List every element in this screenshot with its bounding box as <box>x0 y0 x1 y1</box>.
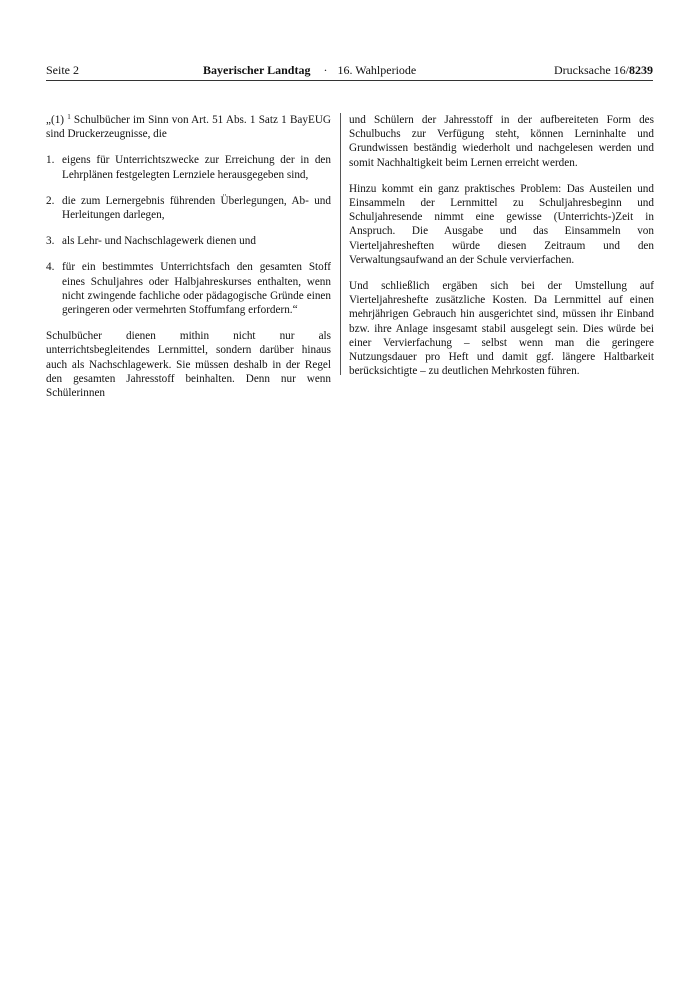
right-column <box>349 113 654 378</box>
list-text: eigens für Unterrichtszwecke zur Erreichung der in den Lehrplänen festgelegten Lernziele herausgegeben sind, <box>62 154 331 181</box>
body-paragraph: Schulbücher dienen mithin nicht nur als unterrichtsbegleitendes Lernmittel, sondern darüber hinaus auch als Nachschlagewerk. Sie müssen deshalb in der Regel den gesamten Jahresstoff beinhalten. Denn nur wenn Schülerinnen <box>46 330 331 400</box>
list-item <box>46 260 331 317</box>
list-text: als Lehr- und Nachschlagewerk dienen und <box>62 235 256 248</box>
body-paragraph: Und schließlich ergäben sich bei der Umstellung auf Vierteljahreshefte zusätzliche Kosten. Da Lernmittel auf einen mehrjährigen Gebrauch hin ausgerichtet sind, müssen ihr Einband bzw. ihre Anlage insgesamt stabil ausgelegt sein. Dies würde bei einer Vervierfachung – selbst wenn man die geringere Nutzungsdauer pro Heft und damit ggf. längere Haltbarkeit berücksichtigte – zu deutlichen Mehrkosten führen. <box>349 280 654 378</box>
list-number: 1. <box>46 154 55 167</box>
intro-text: Schulbücher im Sinn von Art. 51 Abs. 1 Satz 1 BayEUG sind Druckerzeugnisse, die <box>46 114 331 141</box>
document-number: 8239 <box>629 63 653 77</box>
header-separator: · <box>323 63 328 77</box>
header-title <box>203 63 416 78</box>
list-number: 4. <box>46 261 55 274</box>
quote-open: „(1) <box>46 114 68 126</box>
list-text: die zum Lernergebnis führenden Überlegungen, Ab- und Herleitungen darlegen, <box>62 194 331 222</box>
body-paragraph: und Schülern der Jahresstoff in der aufbereiteten Form des Schulbuchs zur Verfügung steht, können Lerninhalte und Grundwissen beständig wiederholt und nachgelesen werden und somit Nachhaltigkeit beim Lernen erreicht werden. <box>349 114 654 169</box>
list-number: 2. <box>46 194 55 207</box>
legislative-period: 16. Wahlperiode <box>337 63 417 77</box>
document-reference <box>554 63 653 78</box>
sentence-number: 1 <box>67 113 71 121</box>
list-item <box>46 194 331 222</box>
page-number: Seite 2 <box>46 63 79 77</box>
column-divider <box>340 113 341 375</box>
body-paragraph: Hinzu kommt ein ganz praktisches Problem: Das Austeilen und Einsammeln der Lernmittel zu Schuljahresbeginn und Schuljahresende nimmt eine gewisse (Unterrichts-)Zeit in Anspruch. Die Ausgabe und das Einsammeln von Vierteljahresheften würde diesen Zeitraum und den Verwaltungsaufwand an der Schule vervierfachen. <box>349 182 654 266</box>
list-text: für ein bestimmtes Unterrichtsfach den gesamten Stoff eines Schuljahres oder Halbjahreskurses enthalten, wenn nicht zwingende fachliche oder pädagogische Gründe einen geringeren oder vermehrten Stoffumfang erfordern.“ <box>62 261 331 317</box>
page-header <box>46 63 653 78</box>
list-item <box>46 234 331 248</box>
left-column <box>46 113 331 400</box>
list-number: 3. <box>46 235 55 248</box>
document-prefix: Drucksache 16/ <box>554 63 629 77</box>
header-rule <box>46 80 653 81</box>
institution-name: Bayerischer Landtag <box>203 63 311 77</box>
list-item <box>46 153 331 181</box>
quote-intro <box>46 113 331 141</box>
